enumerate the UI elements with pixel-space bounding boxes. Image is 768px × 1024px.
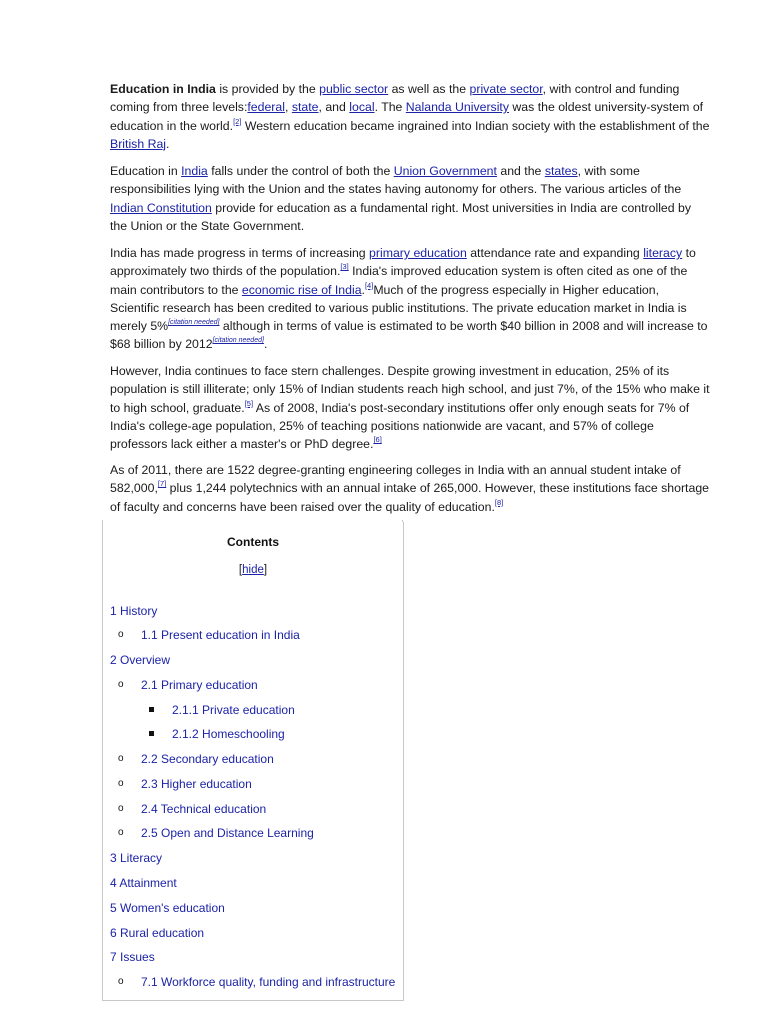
citation-needed-link[interactable]: [citation needed] [168, 319, 220, 327]
toc-item-open-distance-learning[interactable]: 2.5 Open and Distance Learning [141, 826, 314, 840]
challenges-paragraph [110, 362, 710, 453]
text-span: , with control and funding coming from three levels: [110, 82, 680, 115]
toc-item-homeschooling[interactable]: 2.1.2 Homeschooling [172, 727, 285, 741]
engineering-paragraph [110, 461, 710, 516]
text-span: . [361, 282, 365, 297]
progress-paragraph [110, 244, 710, 354]
link-state[interactable]: state [291, 100, 319, 115]
toc-hide-toggle [103, 564, 403, 576]
circle-bullet-icon: o [118, 753, 124, 764]
reference-link[interactable]: [7] [157, 479, 167, 489]
text-span: , and [318, 100, 350, 115]
circle-bullet-icon: o [118, 803, 124, 814]
text-span: falls under the control of both the [207, 164, 394, 178]
table-of-contents [102, 522, 404, 1001]
text-span: plus 1,244 polytechnics with an annual intake of 265,000. However, these institutions face shortage of faculty and concerns have been raised over the quality of education. [110, 481, 709, 514]
text-span: . The [374, 100, 406, 115]
link-india[interactable]: India [181, 164, 208, 178]
article-title-bold: Education in India [110, 82, 216, 96]
reference-link[interactable]: [6] [373, 435, 382, 445]
toc-item-private-education[interactable]: 2.1.1 Private education [172, 703, 295, 717]
link-public-sector[interactable]: public sector [319, 82, 389, 96]
link-nalanda-university[interactable]: Nalanda University [405, 100, 509, 115]
circle-bullet-icon: o [118, 679, 124, 690]
circle-bullet-icon: o [118, 976, 124, 987]
text-span: as well as the [388, 82, 470, 96]
text-span: Western education became ingrained into Indian society with the establishment of the [241, 118, 710, 133]
link-federal[interactable]: federal [247, 100, 285, 115]
toc-item-history[interactable]: 1 History [110, 604, 158, 618]
square-bullet-icon [149, 731, 154, 736]
toc-item-attainment[interactable]: 4 Attainment [110, 876, 177, 890]
link-literacy[interactable]: literacy [643, 246, 683, 260]
bracket: ] [263, 564, 268, 576]
text-span: As of 2011, there are 1522 degree-granting engineering colleges in India with an annual student intake of 582,000, [110, 463, 681, 496]
toc-item-present-education[interactable]: 1.1 Present education in India [141, 628, 300, 642]
toc-hide-link[interactable]: hide [242, 564, 264, 576]
text-span: attendance rate and expanding [466, 246, 644, 260]
toc-item-issues[interactable]: 7 Issues [110, 950, 155, 964]
toc-item-secondary-education[interactable]: 2.2 Secondary education [141, 752, 274, 766]
toc-item-overview[interactable]: 2 Overview [110, 653, 171, 667]
text-span: As of 2008, India's post-secondary institutions offer only enough seats for 7% of India's college-age population, 25% of teaching positions nationwide are vacant, and 57% of college professors lack either a master's or PhD degree. [110, 400, 690, 452]
toc-title: Contents [227, 535, 279, 549]
toc-item-higher-education[interactable]: 2.3 Higher education [141, 777, 252, 791]
toc-item-rural-education[interactable]: 6 Rural education [110, 926, 205, 940]
link-states[interactable]: states [544, 164, 578, 178]
link-union-government[interactable]: Union Government [393, 164, 497, 178]
reference-link[interactable]: [8] [494, 497, 504, 507]
text-span: although in terms of value is estimated to be worth $40 billion in 2008 and will increase to $68 billion by 2012 [110, 319, 708, 352]
citation-needed-link[interactable]: [citation needed] [212, 337, 264, 345]
text-span: Education in [110, 164, 182, 178]
text-span: is provided by the [215, 82, 320, 96]
text-span: India's improved education system is often cited as one of the main contributors to the [110, 264, 688, 297]
circle-bullet-icon: o [118, 629, 124, 640]
circle-bullet-icon: o [118, 827, 124, 838]
text-span: Much of the progress especially in Higher education, Scientific research has been credited to various public institutions. The private education market in India is merely 5% [110, 282, 687, 334]
reference-link[interactable]: [2] [233, 116, 242, 126]
reference-link[interactable]: [3] [340, 262, 349, 272]
text-span: was the oldest university-system of education in the world. [110, 100, 704, 133]
link-british-raj[interactable]: British Raj [110, 136, 167, 151]
toc-item-womens-education[interactable]: 5 Women's education [110, 901, 225, 915]
circle-bullet-icon: o [118, 778, 124, 789]
text-span: and the [496, 164, 545, 178]
text-span: provide for education as a fundamental right. Most universities in India are controlled by the Union or the State Government. [110, 200, 692, 233]
link-private-sector[interactable]: private sector [469, 82, 543, 96]
bracket: [ [238, 564, 243, 576]
text-span: to approximately two thirds of the population. [110, 246, 696, 279]
toc-item-literacy[interactable]: 3 Literacy [110, 851, 163, 865]
link-local[interactable]: local [349, 100, 375, 115]
governance-paragraph [110, 162, 710, 235]
text-span: . [263, 337, 268, 352]
text-span: India has made progress in terms of increasing [110, 246, 370, 260]
toc-item-primary-education[interactable]: 2.1 Primary education [141, 678, 258, 692]
text-span: , with some responsibilities lying with the Union and the states having autonomy for others. The various articles of the [110, 164, 682, 197]
toc-item-technical-education[interactable]: 2.4 Technical education [141, 802, 267, 816]
reference-link[interactable]: [5] [244, 398, 254, 408]
square-bullet-icon [149, 707, 154, 712]
text-span: However, India continues to face stern challenges. Despite growing investment in education, 25% of its population is still illiterate; only 15% of Indian students reach high school, and just 7%, of the 15% who make it to high school, graduate. [110, 364, 710, 415]
link-economic-rise-of-india[interactable]: economic rise of India [241, 282, 362, 297]
text-span: . [166, 136, 170, 151]
intro-paragraph [110, 80, 710, 153]
text-span: , [284, 100, 292, 115]
link-primary-education[interactable]: primary education [369, 246, 467, 260]
toc-item-workforce-quality[interactable]: 7.1 Workforce quality, funding and infrastructure [141, 975, 396, 989]
link-indian-constitution[interactable]: Indian Constitution [110, 200, 212, 215]
reference-link[interactable]: [4] [364, 280, 374, 290]
